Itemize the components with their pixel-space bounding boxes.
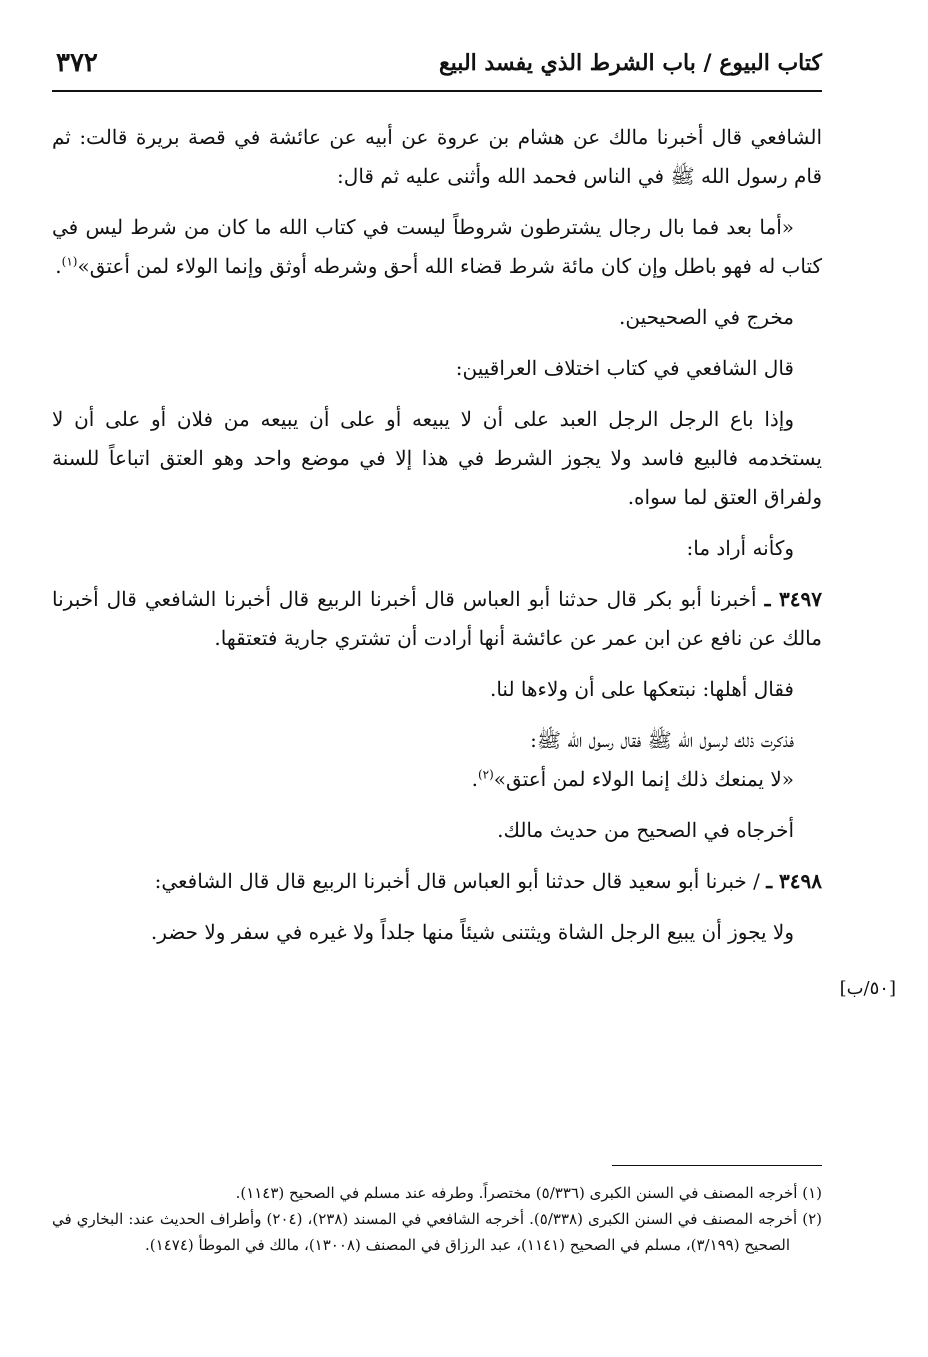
page-number: ٣٧٢ [56,48,98,78]
paragraph-text: مخرج في الصحيحين. [619,305,794,329]
hadith-quote: «لا يمنعك ذلك إنما الولاء لمن أعتق» [493,767,794,791]
main-text [52,118,822,964]
paragraph [52,721,822,760]
footnote-marker: (١) [61,254,78,269]
paragraph-text: فقال أهلها: نبتعكها على أن ولاءها لنا. [489,677,794,701]
paragraph-text: ولا يجوز أن يبيع الرجل الشاة ويثتنى شيئاً منها جلداً ولا غيره في سفر ولا حضر. [150,920,794,944]
running-header [52,42,822,92]
paragraph [52,298,822,337]
paragraph [52,208,822,286]
footnotes [52,1180,822,1258]
paragraph [52,913,822,952]
footnote-divider [612,1165,822,1166]
paragraph-text: الشافعي قال أخبرنا مالك عن هشام بن عروة عن أبيه عن عائشة في قصة بريرة قالت: ثم قام رسول الله ﷺ في الناس فحمد الله وأثنى عليه ثم قال: [52,125,822,188]
paragraph-text: أخرجاه في الصحيح من حديث مالك. [497,818,794,842]
paragraph-text: / خبرنا أبو سعيد قال حدثنا أبو العباس قال أخبرنا الربيع قال قال الشافعي: [154,869,760,893]
paragraph [52,811,822,850]
paragraph [52,529,822,568]
paragraph-text: قال الشافعي في كتاب اختلاف العراقيين: [455,356,794,380]
paragraph [52,580,822,658]
footnote: (١) أخرجه المصنف في السنن الكبرى (٥/٣٣٦) مختصراً. وطرفه عند مسلم في الصحيح (١١٤٣). [235,1184,822,1202]
paragraph [52,862,822,901]
paragraph-text: وإذا باع الرجل الرجل العبد على أن لا يبيعه أو على أن يبيعه من فلان أو على أن لا يستخدمه فالبيع فاسد ولا يجوز الشرط في هذا إلا في موضع واحد وهو العتق اتباعاً للسنة ولفراق العتق لما سواه. [52,407,822,509]
paragraph [52,400,822,517]
footnote: (٢) أخرجه المصنف في السنن الكبرى (٥/٣٣٨). أخرجه الشافعي في المسند (٢٣٨)، (٢٠٤) وأطراف الحديث عند: البخاري في الصحيح (٣/١٩٩)، مسلم في الصحيح (١١٤١)، عبد الرزاق في المصنف (١٣٠٠٨)، مالك في الموطأ (١٤٧٤). [52,1210,822,1254]
paragraph-text: أخبرنا أبو بكر قال حدثنا أبو العباس قال أخبرنا الربيع قال أخبرنا الشافعي قال أخبرنا مالك عن نافع عن ابن عمر عن عائشة أنها أرادت أن تشتري جارية فتعتقها. [52,587,822,650]
paragraph [52,349,822,388]
paragraph-text: فذكرت ذلك لرسول الله ﷺ فقال رسول الله ﷺ: [530,728,794,752]
hadith-quote: «أما بعد فما بال رجال يشترطون شروطاً ليست في كتاب الله ما كان من شرط ليس في كتاب له فهو باطل وإن كان مائة شرط قضاء الله أحق وشرطه أوثق وإنما الولاء لمن أعتق» [52,215,822,278]
hadith-number: ٣٤٩٨ ـ [766,869,822,893]
footnote-marker: (٢) [477,767,494,782]
end-mark: . [471,767,478,791]
manuscript-folio-ref: [٥٠/ب] [839,978,896,999]
end-mark: . [55,254,62,278]
paragraph [52,670,822,709]
hadith-number: ٣٤٩٧ ـ [764,587,823,611]
header-title: كتاب البيوع / باب الشرط الذي يفسد البيع [438,50,822,76]
paragraph-text: وكأنه أراد ما: [686,536,794,560]
paragraph [52,118,822,196]
paragraph [52,760,822,799]
